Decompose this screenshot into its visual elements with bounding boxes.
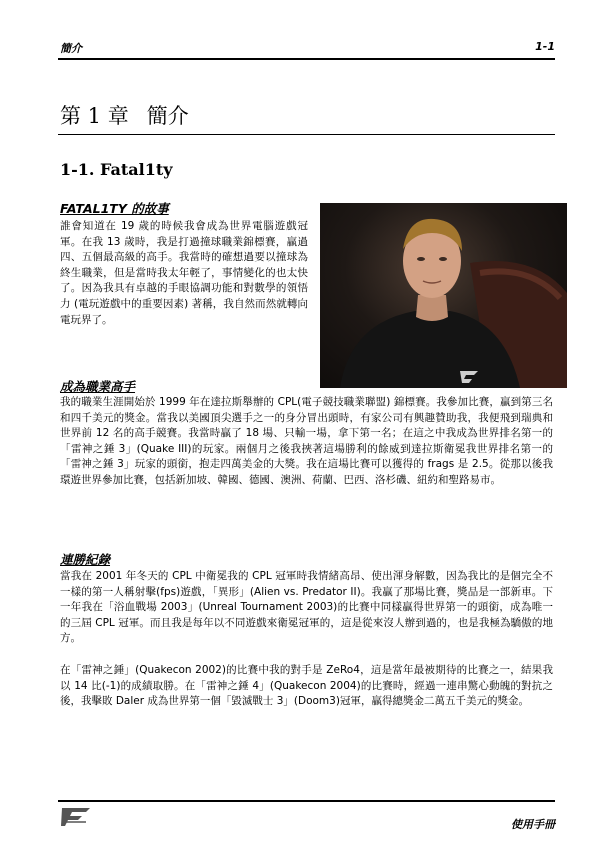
header-rule [58,58,555,60]
footer-manual-label: 使用手冊 [511,818,555,831]
chapter-title: 簡介 [146,104,189,128]
footer-rule [58,800,555,802]
chapter-heading [60,100,189,130]
fatal1ty-logo-icon [60,806,92,832]
paragraph-story: 誰會知道在 19 歲的時候我會成為世界電腦遊戲冠軍。在我 13 歲時，我是打過撞球職業錦標賽，贏過四、五個最高級的高手。我當時的確想過要以撞球為終生職業，但是當時我太年輕了，事情變化的也太快了。因為我具有卓越的手眼協調功能和對數學的領悟力 (電玩遊戲中的重要因素) 著稱，我自然而然就轉向電玩界了。 [60,220,308,326]
chapter-rule [58,134,555,135]
section-heading: 1-1. Fatal1ty [60,160,173,179]
chapter-number: 第 1 章 [60,104,129,128]
paragraph-career: 我的職業生涯開始於 1999 年在達拉斯舉辦的 CPL(電子競技職業聯盟) 錦標賽。我參加比賽，贏到第三名和四千美元的獎金。當我以美國頂尖選手之一的身分冒出頭時，有家公司有興趣贊助我，我便飛到瑞典和世界前 12 名的高手競賽。我當時贏了 18 場、只輸一場，拿下第一名；在這之中我成為世界排名第一的「雷神之錘 3」(Quake III)的玩家。兩個月之後我挾著這場勝利的餘威到達拉斯衛冕我世界排名第一的「雷神之錘 3」玩家的頭銜，抱走四萬美金的大獎。我在這場比賽可以獲得的 frags 是 2.5。從那以後我環遊世界參加比賽，包括新加坡、韓國、德國、澳洲、荷蘭、巴西、洛杉磯、紐約和聖路易市。 [60,396,553,486]
portrait-photo [320,203,567,388]
header-section-title: 簡介 [60,42,82,55]
header-page-number: 1-1 [535,40,555,53]
paragraph-record-1: 當我在 2001 年冬天的 CPL 中衛冕我的 CPL 冠軍時我情緒高昂、使出渾身解數，因為我比的是個完全不一樣的第一人稱射擊(fps)遊戲，「異形」(Alien vs. Predator II)。我贏了那場比賽，獎品是一部新車。下一年我在「浴血戰場 2003」(Unreal Tournament 2003)的比賽中同樣贏得世界第一的頭銜，成為唯一的三屆 CPL 冠軍。而且我是每年以不同遊戲來衛冕冠軍的，這是從來沒人辦到過的，也是我極為驕傲的地方。 [60,570,553,645]
subheading-story: FATAL1TY 的故事 [60,201,169,216]
paragraph-record-2: 在「雷神之錘」(Quakecon 2002)的比賽中我的對手是 ZeRo4，這是當年最被期待的比賽之一，結果我以 14 比(-1)的成績取勝。在「雷神之錘 4」(Quakecon 2004)的比賽時，經過一連串驚心動魄的對抗之後，我擊敗 Daler 成為世界第一個「毀滅戰士 3」(Doom3)冠軍，贏得總獎金二萬五千美元的獎金。 [60,664,553,708]
subheading-record: 連勝紀錄 [60,552,111,567]
subheading-career: 成為職業高手 [60,379,136,394]
